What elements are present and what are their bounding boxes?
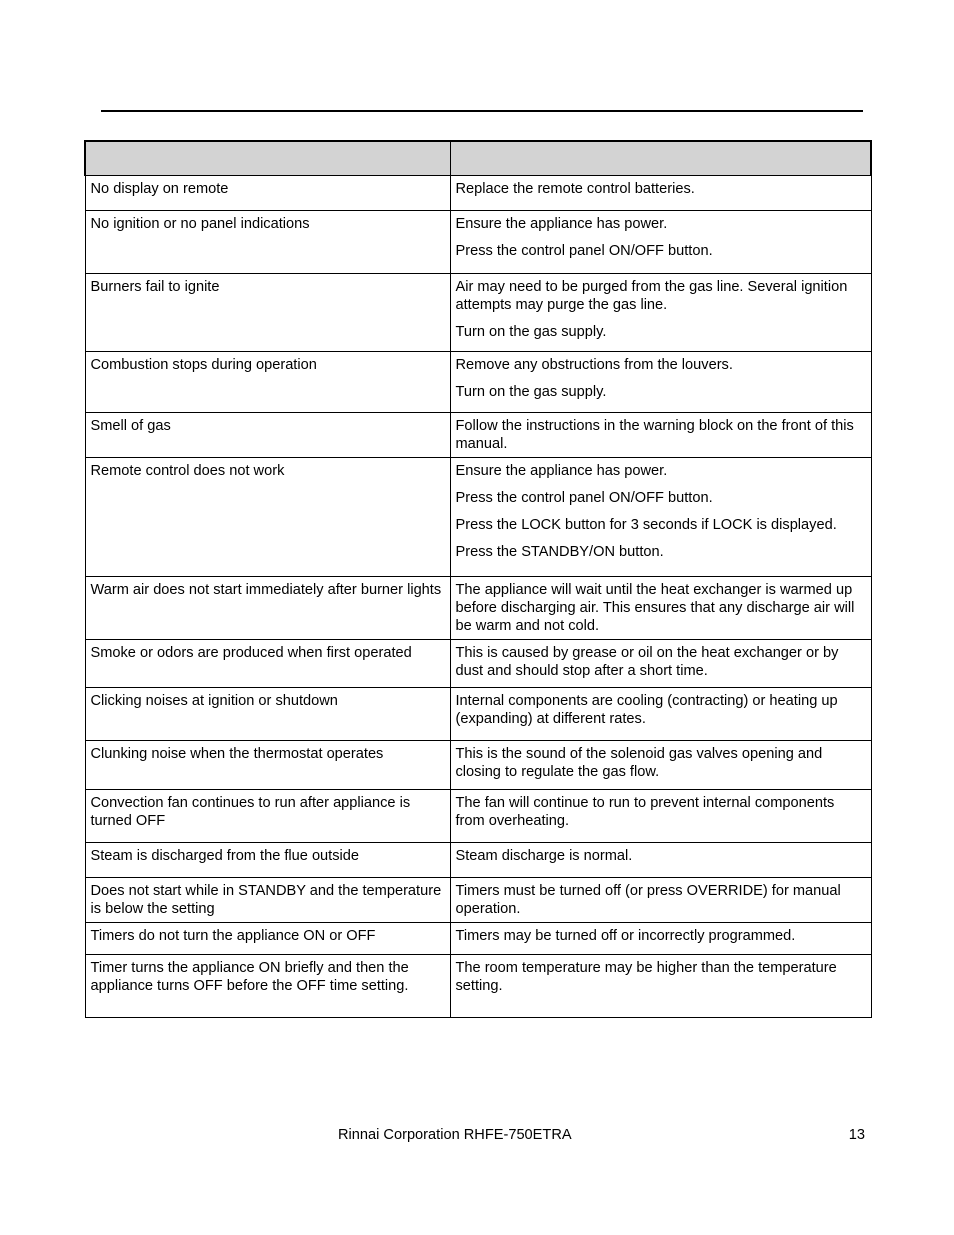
cause-text: Clunking noise when the thermostat operates <box>90 746 384 762</box>
cause-cell <box>85 640 450 688</box>
remedy-text: Timers must be turned off (or press OVERRIDE) for manual operation. <box>455 883 841 917</box>
remedy-cell <box>450 577 871 640</box>
remedy-text: Follow the instructions in the warning block on the front of this manual. <box>455 418 854 452</box>
cause-cell <box>85 790 450 843</box>
cause-cell <box>85 878 450 923</box>
cause-cell <box>85 955 450 1018</box>
table-row <box>85 640 871 688</box>
table-row <box>85 274 871 352</box>
cause-text: No display on remote <box>90 181 229 197</box>
remedy-text: Timers may be turned off or incorrectly programmed. <box>455 928 796 944</box>
cause-cell <box>85 274 450 352</box>
remedy-text: The fan will continue to run to prevent internal components from overheating. <box>455 795 835 829</box>
cause-text: No ignition or no panel indications <box>90 216 310 232</box>
header-rule <box>101 110 863 112</box>
remedy-text: Ensure the appliance has power. <box>455 463 668 479</box>
remedy-cell <box>450 176 871 211</box>
table-row <box>85 688 871 741</box>
remedy-text: This is the sound of the solenoid gas valves opening and closing to regulate the gas flow. <box>455 746 823 780</box>
remedy-cell <box>450 923 871 955</box>
cause-text: Combustion stops during operation <box>90 357 317 373</box>
cause-text: Timers do not turn the appliance ON or OFF <box>90 928 376 944</box>
remedy-text: Press the control panel ON/OFF button. <box>455 490 713 506</box>
remedy-cell <box>450 878 871 923</box>
remedy-text: Ensure the appliance has power. <box>455 216 668 232</box>
table-row <box>85 790 871 843</box>
table-row <box>85 352 871 413</box>
header-cell-remedy <box>450 141 871 176</box>
table-row <box>85 843 871 878</box>
cause-cell <box>85 688 450 741</box>
table-row <box>85 955 871 1018</box>
cause-cell <box>85 741 450 790</box>
cause-cell <box>85 577 450 640</box>
remedy-text: This is caused by grease or oil on the heat exchanger or by dust and should stop after a short time. <box>455 645 839 679</box>
remedy-text: Remove any obstructions from the louvers. <box>455 357 733 373</box>
remedy-text: Turn on the gas supply. <box>455 384 607 400</box>
remedy-text: Replace the remote control batteries. <box>455 181 695 197</box>
cause-text: Remote control does not work <box>90 463 285 479</box>
cause-cell <box>85 211 450 274</box>
remedy-cell <box>450 790 871 843</box>
cause-text: Burners fail to ignite <box>90 279 220 295</box>
table-row <box>85 577 871 640</box>
cause-text: Clicking noises at ignition or shutdown <box>90 693 338 709</box>
remedy-cell <box>450 741 871 790</box>
table-row <box>85 923 871 955</box>
remedy-cell <box>450 843 871 878</box>
table-row <box>85 878 871 923</box>
remedy-cell <box>450 274 871 352</box>
remedy-cell <box>450 955 871 1018</box>
remedy-text: The room temperature may be higher than the temperature setting. <box>455 960 837 994</box>
cause-cell <box>85 352 450 413</box>
cause-cell <box>85 413 450 458</box>
remedy-cell <box>450 211 871 274</box>
table-row <box>85 176 871 211</box>
remedy-text: Internal components are cooling (contracting) or heating up (expanding) at different rates. <box>455 693 838 727</box>
remedy-text: Air may need to be purged from the gas line. Several ignition attempts may purge the gas line. <box>455 279 848 313</box>
remedy-text: Press the STANDBY/ON button. <box>455 544 664 560</box>
table-row <box>85 458 871 577</box>
remedy-cell <box>450 688 871 741</box>
cause-text: Does not start while in STANDBY and the temperature is below the setting <box>90 883 442 917</box>
cause-cell <box>85 923 450 955</box>
cause-cell <box>85 176 450 211</box>
remedy-text: Steam discharge is normal. <box>455 848 633 864</box>
remedy-text: Press the control panel ON/OFF button. <box>455 243 713 259</box>
cause-cell <box>85 843 450 878</box>
cause-text: Convection fan continues to run after appliance is turned OFF <box>90 795 411 829</box>
remedy-cell <box>450 352 871 413</box>
table-row <box>85 413 871 458</box>
cause-text: Smoke or odors are produced when first operated <box>90 645 412 661</box>
cause-text: Timer turns the appliance ON briefly and then the appliance turns OFF before the OFF time setting. <box>90 960 409 994</box>
remedy-cell <box>450 458 871 577</box>
remedy-text: Turn on the gas supply. <box>455 324 607 340</box>
cause-cell <box>85 458 450 577</box>
remedy-cell <box>450 640 871 688</box>
remedy-cell <box>450 413 871 458</box>
cause-text: Warm air does not start immediately after burner lights <box>90 582 442 598</box>
remedy-text: Press the LOCK button for 3 seconds if LOCK is displayed. <box>455 517 837 533</box>
header-cell-problem <box>85 141 450 176</box>
table-header-row <box>85 141 871 176</box>
cause-text: Steam is discharged from the flue outside <box>90 848 360 864</box>
table-row <box>85 741 871 790</box>
troubleshooting-table <box>84 140 872 1018</box>
footer-document-title: Rinnai Corporation RHFE-750ETRA <box>338 1127 572 1143</box>
table-row <box>85 211 871 274</box>
table-body <box>85 176 871 1018</box>
cause-text: Smell of gas <box>90 418 171 434</box>
remedy-text: The appliance will wait until the heat exchanger is warmed up before discharging air. This ensures that any discharge air will be warm and not cold. <box>455 582 855 634</box>
footer-page-number: 13 <box>848 1127 865 1143</box>
